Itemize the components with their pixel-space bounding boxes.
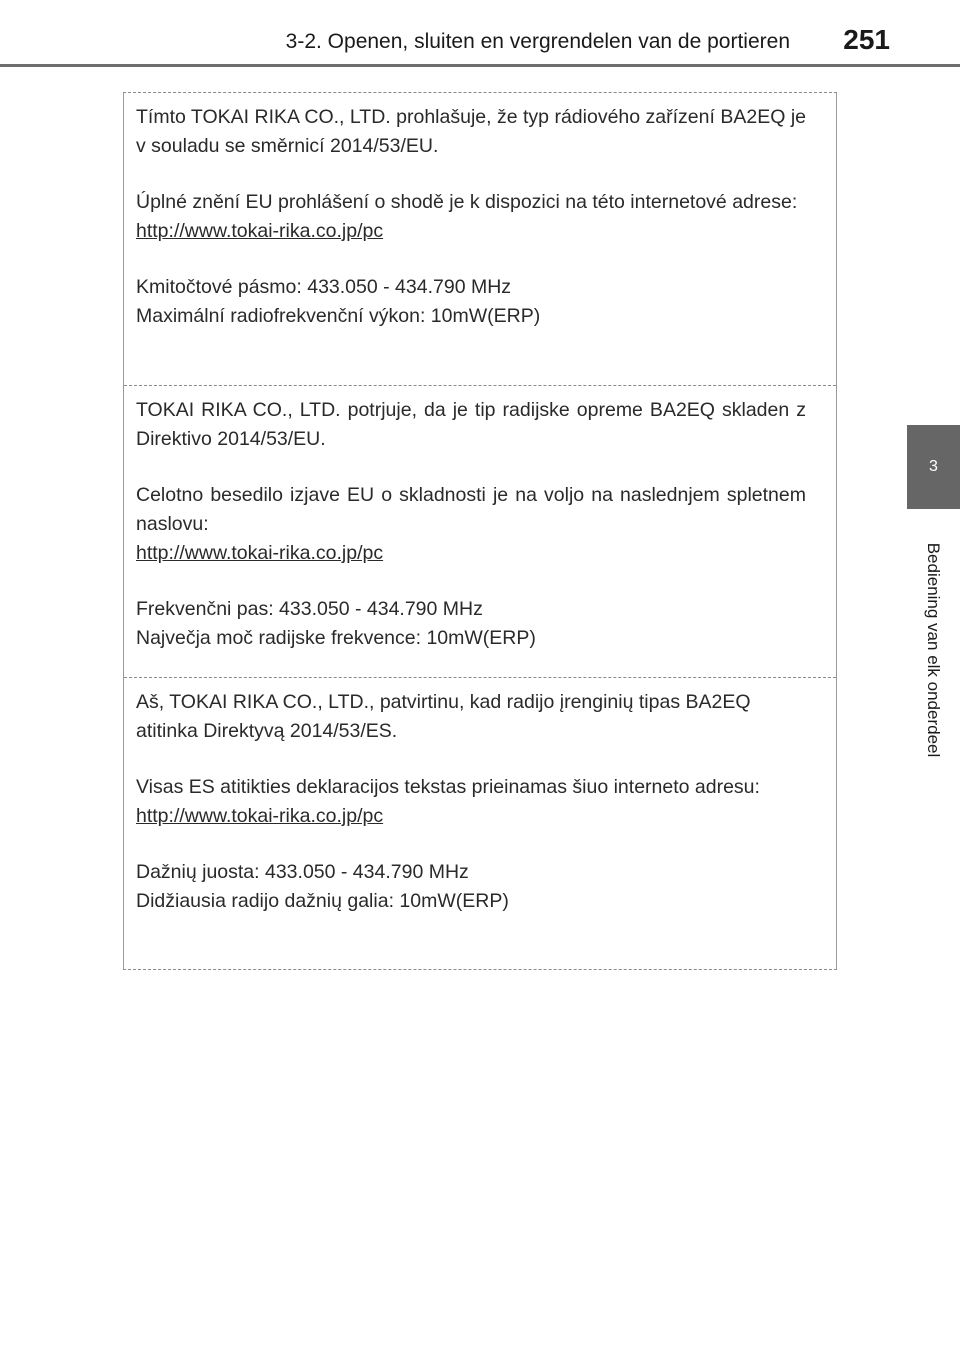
declaration-link[interactable]: http://www.tokai-rika.co.jp/pc [136,220,384,242]
chapter-number: 3 [929,458,938,475]
frequency-band: Dažnių juosta: 433.050 - 434.790 MHz [136,861,469,883]
section-title: 3-2. Openen, sluiten en vergrendelen van de portieren [285,30,790,53]
declaration-availability: Visas ES atitikties deklaracijos tekstas prieinamas šiuo interneto adresu: [136,776,760,798]
declaration-czech [124,93,836,385]
max-power: Maximální radiofrekvenční výkon: 10mW(ERP) [136,305,541,327]
max-power: Največja moč radijske frekvence: 10mW(ERP) [136,627,536,649]
chapter-label: Bediening van elk onderdeel [924,542,943,758]
declaration-availability: Úplné znění EU prohlášení o shodě je k dispozici na této internetové adrese: [136,191,798,213]
declaration-link[interactable]: http://www.tokai-rika.co.jp/pc [136,542,384,564]
page-number: 251 [843,24,890,55]
max-power: Didžiausia radijo dažnių galia: 10mW(ERP) [136,890,509,912]
declaration-availability: Celotno besedilo izjave EU o skladnosti je na voljo na naslednjem spletnem naslovu: [136,484,806,535]
declaration-statement: Tímto TOKAI RIKA CO., LTD. prohlašuje, že typ rádiového zařízení BA2EQ je v souladu se směrnicí 2014/53/EU. [136,106,806,157]
declaration-slovenian [124,385,836,677]
declaration-link[interactable]: http://www.tokai-rika.co.jp/pc [136,805,384,827]
declaration-statement: Aš, TOKAI RIKA CO., LTD., patvirtinu, kad radijo įrenginių tipas BA2EQ atitinka Direktyvą 2014/53/ES. [136,691,751,742]
frequency-band: Kmitočtové pásmo: 433.050 - 434.790 MHz [136,276,512,298]
declaration-statement: TOKAI RIKA CO., LTD. potrjuje, da je tip radijske opreme BA2EQ skladen z Direktivo 2014/53/EU. [136,399,806,450]
declaration-frame [123,92,837,970]
chapter-tab [907,425,960,509]
header-divider [0,64,960,67]
frequency-band: Frekvenčni pas: 433.050 - 434.790 MHz [136,598,483,620]
declaration-lithuanian [124,677,836,969]
page-header [0,0,960,66]
